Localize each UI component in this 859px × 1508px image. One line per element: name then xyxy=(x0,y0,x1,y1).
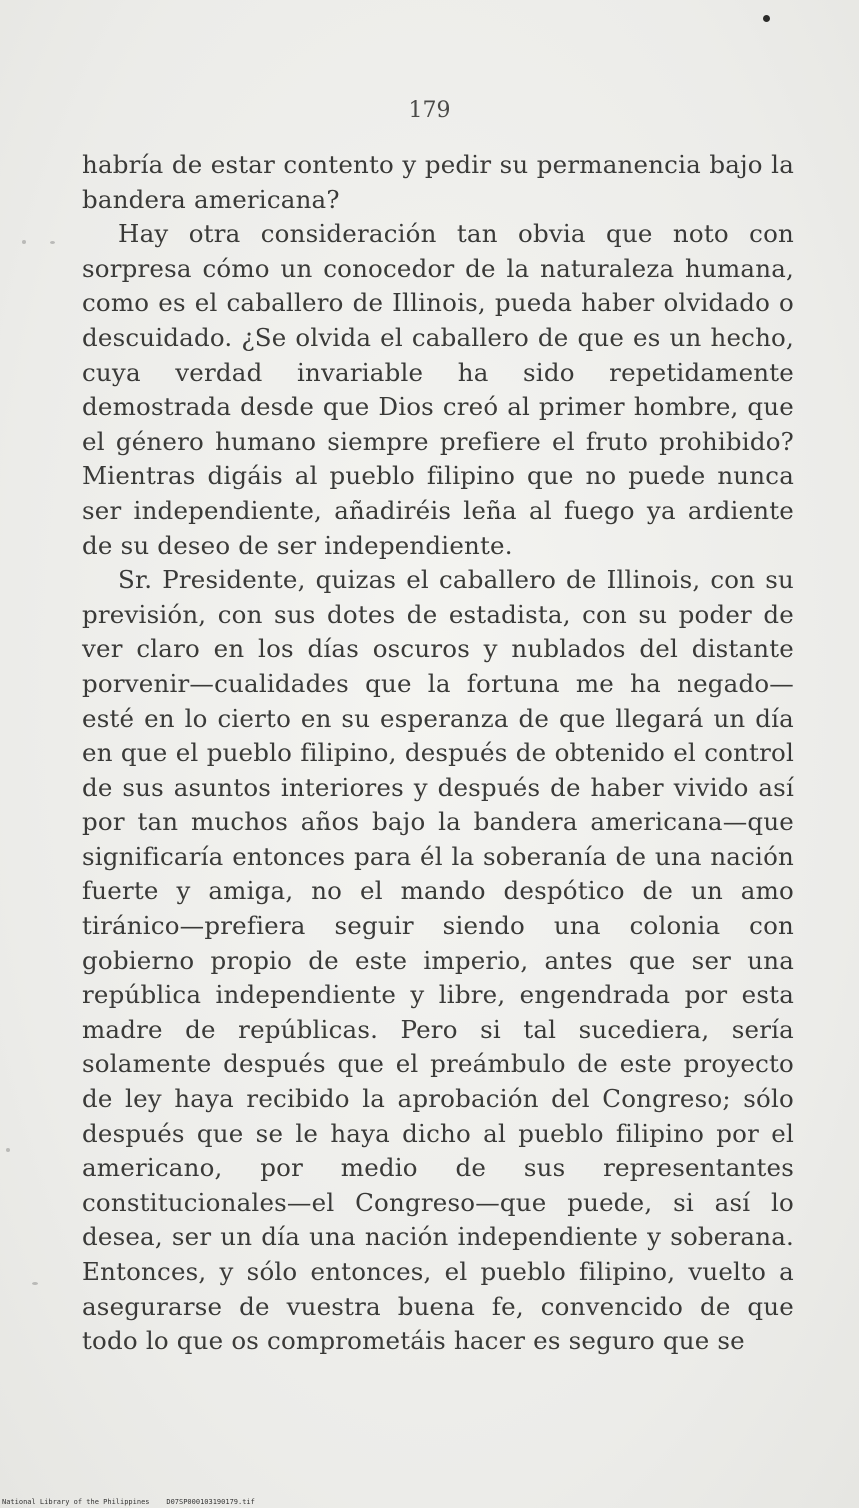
margin-speck xyxy=(32,1282,38,1285)
paragraph: habría de estar contento y pedir su permanencia bajo la bandera americana? xyxy=(82,150,794,214)
paragraph: Sr. Presidente, quizas el caballero de Illinois, con su previsión, con sus dotes de estadista, con su poder de ver claro en los días oscuros y nublados del distante porvenir—cualidades que la fortuna me ha negado—esté en lo cierto en su esperanza de que llegará un día en que el pueblo filipino, después de obtenido el control de sus asuntos interiores y después de haber vivido así por tan muchos años bajo la bandera americana—que significaría entonces para él la soberanía de una nación fuerte y amiga, no el mando despótico de un amo tiránico—prefiera seguir siendo una colonia con gobierno propio de este imperio, antes que ser una república independiente y libre, engendrada por esta madre de repúblicas. Pero si tal sucediera, sería solamente después que el preámbulo de este proyecto de ley haya recibido la aprobación del Congreso; sólo después que se le haya dicho al pueblo filipino por el americano, por medio de sus representantes constitucionales—el Congreso—que puede, si así lo desea, ser un día una nación independiente y soberana. Entonces, y sólo entonces, el pueblo filipino, vuelto a asegurarse de vuestra buena fe, convencido de que todo lo que os comprometáis hacer es seguro que se xyxy=(82,565,794,1356)
paragraph: Hay otra consideración tan obvia que noto con sorpresa cómo un conocedor de la naturaleza humana, como es el caballero de Illinois, pueda haber olvidado o descuidado. ¿Se olvida el caballero de que es un hecho, cuya verdad invariable ha sido repetidamente demostrada desde que Dios creó al primer hombre, que el género humano siempre prefiere el fruto prohibido? Mientras digáis al pueblo filipino que no puede nunca ser independiente, añadiréis leña al fuego ya ardiente de su deseo de ser independiente. xyxy=(82,219,794,560)
margin-speck xyxy=(6,1148,10,1152)
margin-speck xyxy=(50,241,55,244)
ink-dot xyxy=(763,15,770,22)
scan-footer: National Library of the Philippines D07SP000103190179.tif xyxy=(2,1498,255,1506)
page-number: 179 xyxy=(408,98,451,123)
body-text xyxy=(82,148,794,1359)
margin-speck xyxy=(22,240,26,244)
